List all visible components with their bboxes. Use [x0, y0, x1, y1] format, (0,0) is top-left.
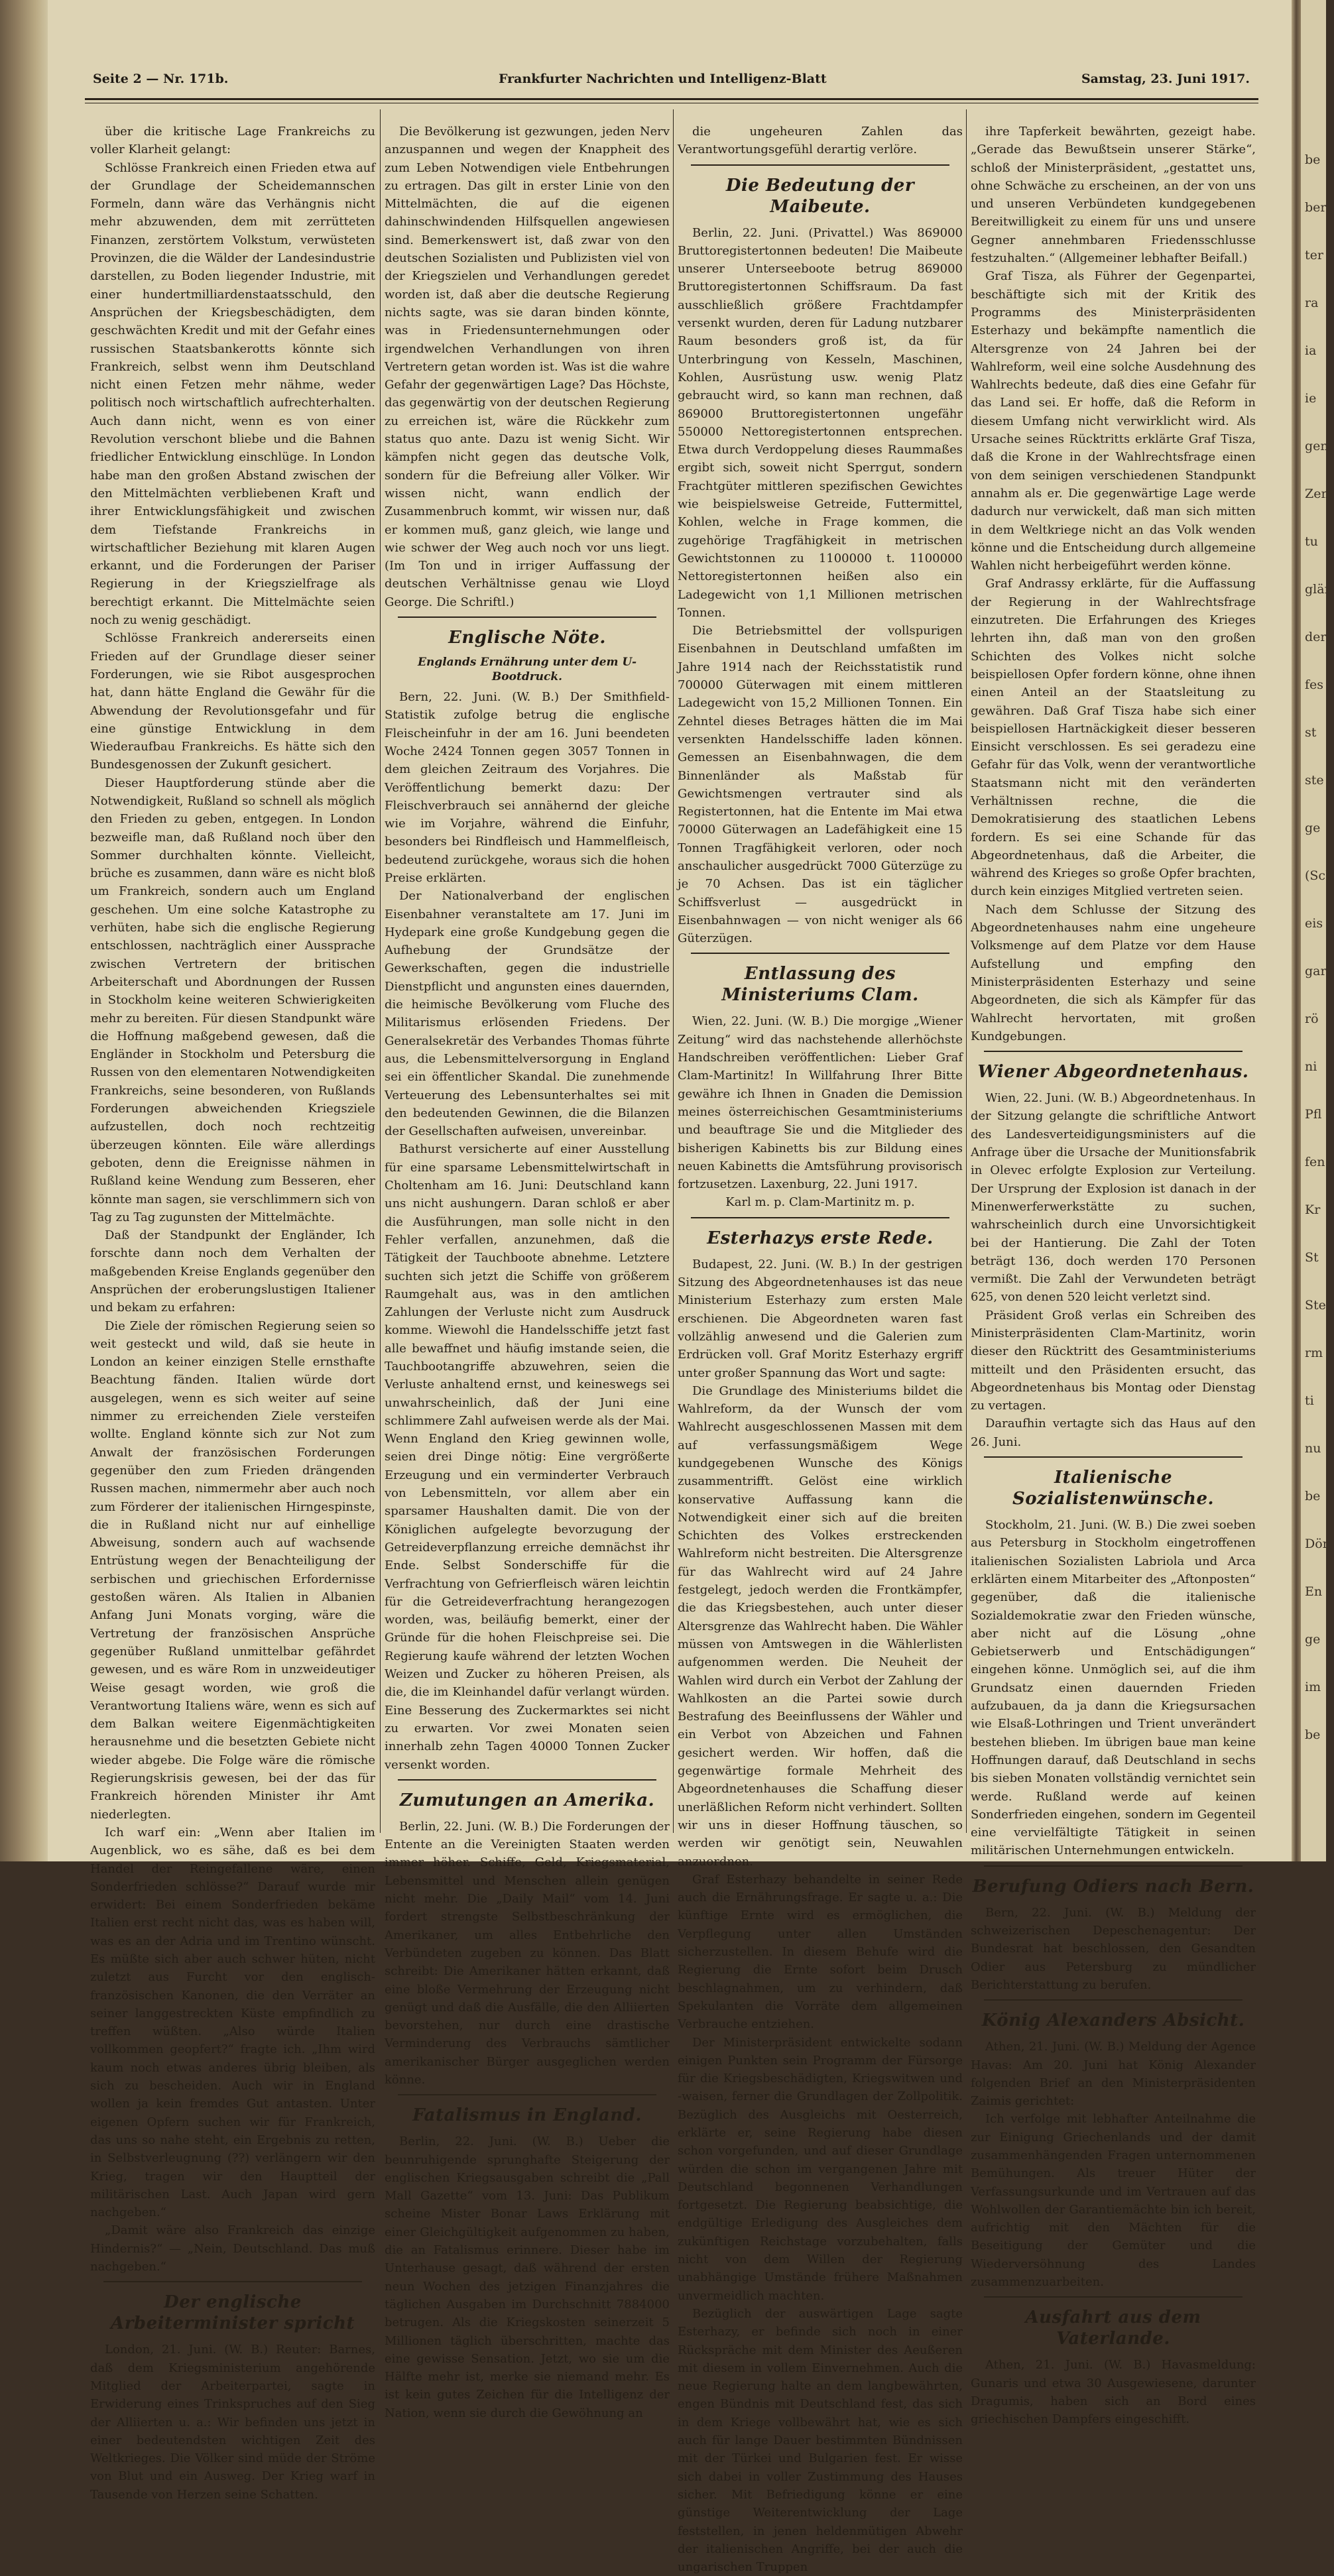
article-separator [103, 2281, 362, 2282]
next-page-text-fragment: Dör [1305, 1537, 1329, 1551]
book-gutter [1292, 0, 1301, 1861]
next-page-text-fragment: Zent [1305, 487, 1334, 501]
article-paragraph: Berlin, 22. Juni. (W. B.) Die Forderungen der Entente an die Vereinigten Staaten werden immer höher. Schiffe, Geld, Kriegsmaterial, Lebensmittel und Menschen allein genügen nicht mehr. Die „Daily Mail“ vom 14. Juni fordert strengste Selbstbeschränkung der Amerikaner, um alles Entbehrliche den Verbündeten zugeben zu können. Das Blatt schreibt: Die Amerikaner hätten erkannt, daß eine bloße Vermehrung der Erzeugung nicht genügt und daß die Ausfälle, die den Alliierten bevorstehen, nur durch eine drastische Verminderung des Verbrauchs sämtlicher amerikanischer Bürger ausgeglichen werden könne. [385, 1819, 670, 2087]
article-headline: Der englische Arbeiterminister spricht [111, 2292, 355, 2334]
article-separator [691, 1217, 949, 1218]
article-paragraph: über die kritische Lage Frankreichs zu voller Klarheit gelangt: [90, 125, 375, 157]
article-paragraph: Wien, 22. Juni. (W. B.) Abgeordnetenhaus. In der Sitzung gelangte die schriftliche Antwort des Landesverteidigungsministers auf die Anfrage über die Ursache der Munitionsfabrik in Olevec erfolgte Explosion zur Verteilung. Der Ursprung der Explosion ist danach in der Minenwerferwerkstätte zu suchen, wahrscheinlich durch eine Unvorsichtigkeit bei der Hantierung. Die Zahl der Toten beträgt 136, doch werden 170 Personen vermißt. Die Zahl der Verwundeten beträgt 625, von denen 520 leicht verletzt sind. [971, 1091, 1256, 1305]
article-paragraph: Bern, 22. Juni. (W. B.) Der Smithfield-Statistik zufolge betrug die englische Fleischeinfuhr in der am 16. Juni beendeten Woche 2424 Tonnen gegen 3057 Tonnen in dem gleichen Zeitraum des Vorjahres. Die Veröffentlichung bemerkt dazu: Der Fleischverbrauch sei annähernd der gleiche wie im Vorjahre, während die Einfuhr, besonders bei Rindfleisch und Hammelfleisch, bedeutend zurückgehe, woraus sich die hohen Preise erklärten. [385, 690, 670, 885]
article-paragraph: Daß der Standpunkt der Engländer, Ich forschte dann noch dem Verhalten der maßgebenden Kreise Englands gegenüber den Ansprüchen der eroberungslustigen Italiener und bekam zu erfahren: [90, 1228, 375, 1315]
next-page-text-fragment: ter [1305, 248, 1323, 263]
article-separator [398, 1779, 656, 1781]
next-page-text-fragment: Kr [1305, 1202, 1321, 1217]
column-2 [385, 123, 670, 2420]
article-paragraph: Bathurst versicherte auf einer Ausstellung für eine sparsame Lebensmittelwirtschaft in Choltenham am 16. Juni: Deutschland kann uns nicht aushungern. Daran schloß er aber die Ausführungen, man solle nicht in den Fehler verfallen, anzunehmen, daß die Tätigkeit der Tauchboote abnehme. Letztere suchten sich jetzt die Schiffe von größerem Raumgehalt aus, was in den amtlichen Zahlungen der Verluste nicht zum Ausdruck komme. Wiewohl die Handelsschiffe jetzt fast alle bewaffnet und häufig imstande seien, die Tauchbootangriffe abzuwehren, seien die Verluste anhaltend ernst, und keineswegs sei unwahrscheinlich, daß der Juni eine schlimmere Zahl aufweisen werde als der Mai. Wenn England den Krieg gewinnen wolle, seien drei Dinge nötig: Eine vergrößerte Erzeugung und ein verminderter Verbrauch von Lebensmitteln, vor allem aber ein sparsamer Haushalten damit. Die von der Königlichen aufgelegte bevorzugung der Getreideverpflanzung erreiche demnächst ihr Ende. Selbst Sonderschiffe für die Verfrachtung von Gefrierfleisch wären leichtin für die Getreideverfrachtung herangezogen worden, was, beiläufig bemerkt, einer der Gründe für die hohen Fleischpreise sei. Die Regierung kaufe während der letzten Wochen Weizen und Zucker zu höheren Preisen, als die, die im Kleinhandel dafür verlangt würden. Eine Besserung des Zuckermarktes sei nicht zu erwarten. Vor zwei Monaten seien innerhalb zehn Tagen 40000 Tonnen Zucker versenkt worden. [385, 1142, 670, 1772]
article-paragraph: die ungeheuren Zahlen das Verantwortungsgefühl derartig verlöre. [678, 125, 963, 157]
article-paragraph: Stockholm, 21. Juni. (W. B.) Die zwei soeben aus Petersburg in Stockholm eingetroffenen italienischen Sozialisten Labriola und Arca erklärten einem Mitarbeiter des „Aftonposten“ gegenüber, daß die italienische Sozialdemokratie zwar den Frieden wünsche, aber nicht auf die Lösung „ohne Gebietserwerb und Entschädigungen“ eingehen könne. Unmöglich sei, auf die ihm Grundsatz einen dauernden Frieden aufzubauen, da ja dann die Kriegsursachen wie Elsaß-Lothringen und Trient unverändert bestehen blieben. Im übrigen baue man keine Hoffnungen darauf, daß Deutschland in sechs bis sieben Monaten vollständig vernichtet sein werde. Rußland werde auf keinen Sonderfrieden eingehen, sondern im Gegenteil eine vervielfältigte Tätigkeit in seinen militärischen Unternehmungen entwickeln. [971, 1518, 1256, 1858]
article-paragraph: Ich warf ein: „Wenn aber Italien im Augenblick, wo es sähe, daß es bei dem Handel der Reingefallene wäre, einen Sonderfrieden schlösse?“ Darauf wurde mir erwidert: Bei einem Sonderfrieden bekäme Italien erst recht nicht das, was es haben will, was es an der Adria und im Trentino wünscht. Es müßte sich aber auch schwer hüten, nicht zuletzt aus Furcht vor den englisch-französischen Kanonen, die den Verräter an seiner langgestreckten Küste empfindlich zu treffen wüßten. „Also würde Italien vollkommen geopfert?“ fragte ich. „Ihm wird kaum noch etwas anderes übrig bleiben, als sich zu bescheiden. Auch wir in England wollen ja kein fremdes Gut antasten. Unter eigenen Opfern suchen wir für Frankreich, das uns so nahe steht, ein Ergebnis zu retten, in Selbstverleugnung (??) verlängern wir den Krieg, tragen wir den Hauptteil der militärischen Last. Auch Japan wird gern nachgeben.“ [90, 1825, 375, 2220]
article-separator [984, 1456, 1243, 1458]
article-separator [691, 164, 949, 166]
article-paragraph: Der Nationalverband der englischen Eisenbahner veranstaltete am 17. Juni im Hydepark eine große Kundgebung gegen die Aufhebung der Grundsätze der Gewerkschaften, gegen die industrielle Dienstpflicht und angunsten eines dauernden, die heimische Bevölkerung vom Fluche des Militarismus erlösenden Friedens. Der Generalsekretär des Verbandes Thomas führte aus, die Lebensmittelversorgung in England sei ein öffentlicher Skandal. Die zunehmende Verteuerung des Lebensunterhaltes sei mit den bedeutenden Gewinnen, die die Bilanzen der Gesellschaften aufweisen, unvereinbar. [385, 889, 670, 1139]
next-page-text-fragment: ti [1305, 1393, 1314, 1408]
next-page-text-fragment: ra [1305, 296, 1319, 310]
article-headline: Berufung Odiers nach Bern. [972, 1876, 1254, 1897]
page-number: Seite 2 — Nr. 171b. [93, 72, 229, 86]
article-paragraph: Berlin, 22. Juni. (W. B.) Ueber die beunruhigende sprunghafte Steigerung der englischen Kriegsausgaben schreibt die „Pall Mall Gazette“ vom 13. Juni: Das Publikum scheine Mister Bonar Laws Erklärung mit einer Gleichgültigkeit aufgenommen zu haben, die an Fatalismus erinnere. Dieser habe im Unterhause gesagt, daß während der ersten neun Wochen des jetzigen Finanzjahres die täglichen Ausgaben im Durchschnitt 7884000 betrugen. Als die Kriegskosten seinerzeit 5 Millionen täglich überschritten, machte das eine gewisse Sensation. Jetzt, wo sie um die Hälfte mehr ist, merke sie niemand mehr. Es ist kein gutes Zeichen für die Intelligenz der Nation, wenn sie durch die Gewöhnung an [385, 2135, 670, 2420]
column-divider [380, 109, 381, 1833]
next-page-text-fragment: Pfl [1305, 1107, 1322, 1122]
article-paragraph: Ich verfolge mit lebhafter Anteilnahme die zur Einigung Griechenlands und der damit zusammenhängenden Fragen unternommenen Bemühungen. Als treuer Hüter der Verfassungsurkunde und im Vertrauen auf das Wohlwollen der Garantiemächte bin ich bereit, aufrichtig mit den Mächten für die Beseitigung der Gemüter und die Wiederversöhnung des Landes zusammenzuarbeiten. [971, 2112, 1256, 2290]
article-paragraph: London, 21. Juni. (W. B.) Reuter: Barnes, daß dem Kriegsministerium angehörende Mitglied der Arbeiterpartei, sagte in Erwiderung eines Trinkspruches auf den Sieg der Alliierten u. a.: Wir befinden uns jetzt in einer bedeutendsten wichtigen Zeit des Weltkrieges. Die Völker sind müde der Ströme von Blut und ein Ausweg. Der Krieg warf in Tausende von Herzen seine Schatten. [90, 2343, 375, 2502]
next-page-text-fragment: Ste [1305, 1298, 1326, 1313]
article-paragraph: Athen, 21. Juni. (W. B.) Havasmeldung: Gunaris und etwa 30 Ausgewiesene, darunter Dragumis, haben sich an Bord eines griechischen Dampfers eingeschifft. [971, 2358, 1256, 2427]
signature-line: Karl m. p. Clam-Martinitz m. p. [725, 1195, 915, 1210]
masthead-title: Frankfurter Nachrichten und Intelligenz-Blatt [499, 72, 827, 86]
next-page-text-fragment: glän [1305, 582, 1333, 597]
article-separator [398, 616, 656, 618]
article-paragraph: Bezüglich der auswärtigen Lage sagte Esterhazy, er befinde sich noch in einer Rückspräche mit dem Minister des Aeußeren mit diesem in vollem Einvernehmen. Auch die neue Regierung halte an dem langbewährten, engen Bündnis mit Deutschland fest, das sich in dem Kriege vollbewährt hat, wie es sich auch für lange Dauer bestimmten Bündnissen mit der Türkei und Bulgarien fest. Er wisse sich dabei in voller Zustimmung des Hauses sicher. Mit Befriedigung könne er eine günstige Weiterentwicklung der Lage feststellen, in jenen heldenmütigen Abwehr der italienischen Angriffe, bei der auch die ungarischen Truppen [678, 2306, 963, 2575]
article-paragraph: Athen, 21. Juni. (W. B.) Meldung der Agence Havas: Am 20. Juni hat König Alexander folgenden Brief an den Ministerpräsidenten Zaimis gerichtet: [971, 2040, 1256, 2109]
article-separator [984, 1999, 1243, 2001]
page-header [93, 72, 1250, 94]
article-paragraph: Bern, 22. Juni. (W. B.) Meldung der schweizerischen Depeschenagentur: Der Bundesrat hat beschlossen, den Gesandten Odier aus Petersburg zu mündlicher Berichterstattung zu berufen. [971, 1905, 1256, 1992]
column-4 [971, 123, 1256, 2427]
next-page-text-fragment: gar [1305, 964, 1327, 978]
next-page-text-fragment: be [1305, 1727, 1321, 1742]
article-headline: Englische Nöte. [448, 628, 606, 648]
next-page-text-fragment: st [1305, 725, 1317, 740]
article-paragraph: ihre Tapferkeit bewährten, gezeigt habe. „Gerade das Bewußtsein unserer Stärke“, schloß der Ministerpräsident, „gestattet uns, ohne Schwäche zu erscheinen, an der von uns und unseren Verbündeten kundgegebenen Bereitwilligkeit zu einem für uns und unsere Gegner annehmbaren Friedensschlusse festzuhalten.“ (Allgemeiner lebhafter Beifall.) [971, 125, 1256, 266]
article-headline: Entlassung des Ministeriums Clam. [721, 964, 919, 1006]
article-headline: Italienische Sozialistenwünsche. [1012, 1468, 1215, 1509]
article-paragraph: Die Ziele der römischen Regierung seien so weit gesteckt und wild, daß sie heute in London an keiner einzigen Stelle ernsthafte Beachtung fänden. Italien würde dort ausgelegen, wenn es sich weiter auf seine nimmer zu erreichenden Ziele versteifen wollte. England könnte sich zur Not zum Anwalt der französischen Forderungen gegenüber den zum Frieden drängenden Russen machen, nimmermehr aber auch noch zum Förderer der italienischen Hirngespinste, die in Rußland nicht nur auf einhellige Abweisung, sondern auch auf wachsende Entrüstung wegen der Benachteiligung der serbischen und griechischen Erfordernisse gestoßen wären. Als Italien in Albanien Anfang Juni Monats vorging, wäre die Vertretung der französischen Ansprüche gegenüber Rußland unmittelbar gefährdet gewesen, und es wäre Rom in unzweideutiger Weise gesagt worden, wie groß die Verantwortung Italiens wäre, wenn es sich auf dem Balkan weitere Eigenmächtigkeiten herausnehme und die besetzten Gebiete nicht wieder abgebe. Die Folge wäre die römische Regierungskrisis gewesen, bei der das für Frankreich hörenden Minister ihr Amt niederlegten. [90, 1318, 375, 1822]
next-page-text-fragment: rm [1305, 1346, 1323, 1360]
article-paragraph: Die Grundlage des Ministeriums bildet die Wahlreform, da der Wunsch der vom Wahlrecht ausgeschlossenen Massen mit dem auf verfassungsmäßigem Wege kundgegebenen Wunsche des Königs zusammentrifft. Gelöst eine wirklich konservative Auffassung kann die Notwendigkeit einer sich auf die breiten Schichten des Volkes erstreckenden Wahlreform nicht bestreiten. Die Altersgrenze für das Wahlrecht wird auf 24 Jahre festgelegt, jedoch werden die Frontkämpfer, die das Kriegsbestehen, auch unter dieser Altersgrenze das Wahlrecht haben. Die Wähler müssen von Amtswegen in die Wählerlisten aufgenommen werden. Die Neuheit der Wahlen wird durch ein Verbot der Zahlung der Wahlkosten an die Partei sowie durch Bestrafung des Beeinflussens der Wähler und ein Verbot von Abzeichen und Fahnen gesichert werden. Wir hoffen, daß die gegenwärtige formale Mehrheit des Abgeordnetenhauses die Schaffung dieser unerläßlichen Reform nicht verhindert. Sollten wir uns in dieser Hoffnung täuschen, so werden wir genötigt sein, Neuwahlen anzuordnen. [678, 1383, 963, 1869]
next-page-text-fragment: fen [1305, 1155, 1325, 1169]
article-paragraph: Nach dem Schlusse der Sitzung des Abgeordnetenhauses nahm eine ungeheure Volksmenge auf dem Platze vor dem Hause Aufstellung und empfing den Ministerpräsidenten Esterhazy und seine Abgeordneten, die sich als Kämpfer für das Wahlrecht hervortaten, mit großen Kundgebungen. [971, 902, 1256, 1043]
column-divider [673, 109, 674, 1833]
article-separator [984, 2296, 1243, 2298]
next-page-edge [1301, 0, 1334, 1861]
article-separator [398, 2094, 656, 2095]
article-paragraph: Die Betriebsmittel der vollspurigen Eisenbahnen in Deutschland umfaßten im Jahre 1914 nach der Reichsstatistik rund 700000 Güterwagen mit einem mittleren Ladegewicht von 15,2 Millionen Tonnen. Ein Zehntel dieses Betrages hätten die im Mai versenkten Handelsschiffe laden können. Gemessen an Eisenbahnwagen, die dem Binnenländer als Maßstab für Gewichtsmengen vertrauter sind als Registertonnen, hat die Entente im Mai etwa 70000 Güterwagen an Ladefähigkeit eine 15 Tonnen Tragfähigkeit verloren, oder noch anschaulicher ausgedrückt 7000 Güterzüge zu je 70 Achsen. Das ist ein täglicher Schiffsverlust — ausgedrückt in Eisenbahnwagen — von nicht weniger als 66 Güterzügen. [678, 624, 963, 946]
next-page-text-fragment: ge [1305, 1632, 1321, 1647]
next-page-text-fragment: St [1305, 1250, 1319, 1265]
next-page-text-fragment: nu [1305, 1441, 1321, 1456]
article-paragraph: Graf Esterhazy behandelte in seiner Rede auch die Ernährungsfrage. Er sagte u. a.: Die künftige Ernte wird es ermöglichen, die Verpflegung unter allen Umständen sicherzustellen. In diesem Behufe wird die Regierung die Ernte sofort beim Drusch beschlagnahmen, um zu verhindern, daß Spekulanten die Vorräte dem allgemeinen Verbrauche entziehen. [678, 1872, 963, 2032]
next-page-text-fragment: fes [1305, 677, 1324, 692]
article-headline: Esterhazys erste Rede. [707, 1228, 934, 1248]
next-page-text-fragment: (Sch [1305, 868, 1334, 883]
article-subheadline: Englands Ernährung unter dem U-Bootdruck. [418, 656, 637, 684]
article-paragraph: Daraufhin vertagte sich das Haus auf den 26. Juni. [971, 1417, 1256, 1449]
article-paragraph: Graf Tisza, als Führer der Gegenpartei, beschäftigte sich mit der Kritik des Programms des Ministerpräsidenten Esterhazy und bekämpfte namentlich die Altersgrenze von 24 Jahren bei der Wahlreform, weil eine solche Ausdehnung des Wahlrechts bedeute, daß dies eine Gefahr für das Land sei. Er hoffe, daß die Reform in diesem Umfang nicht verwirklicht wird. Als Ursache seines Rücktritts erklärte Graf Tisza, daß die Krone in der Wahlrechtsfrage einen von dem seinigen verschiedenen Standpunkt annahm als er. Die gegenwärtige Lage werde dadurch nur verwickelt, daß man sich mitten in dem Weltkriege nicht an das Volk wenden könne und die Entscheidung durch allgemeine Wahlen nicht herbeigeführt werden könne. [971, 269, 1256, 573]
article-paragraph: „Damit wäre also Frankreich das einzige Hindernis?“ — „Nein, Deutschland. Das muß nachgeben.“ [90, 2223, 375, 2274]
article-separator [691, 953, 949, 954]
column-3 [678, 123, 963, 2575]
article-headline: König Alexanders Absicht. [981, 2011, 1245, 2031]
article-headline: Zumutungen an Amerika. [399, 1790, 655, 1810]
next-page-text-fragment: ni [1305, 1059, 1317, 1074]
article-paragraph: Graf Andrassy erklärte, für die Auffassung der Regierung in der Wahlrechtsfrage einzutreten. Die Erfahrungen des Krieges lehrten ihn, daß man von den großen Schichten des Volkes nicht solche beispiellosen Opfer fordern könne, ohne ihnen einen Anteil an der Staatsleitung zu gewähren. Daß Graf Tisza habe sich einer beispiellosen Hartnäckigkeit dieser besseren Einsicht verschlossen. Es sei geradezu eine Gefahr für das Volk, wenn der verantwortliche Staatsmann nicht mit den veränderten Verhältnissen rechne, die die Demokratisierung des staatlichen Lebens fordern. Es sei eine Schande für das Abgeordnetenhaus, daß die Arbeiter, die während des Krieges so große Opfer brachten, durch kein einziges Mitglied vertreten seien. [971, 577, 1256, 899]
next-page-text-fragment: ber [1305, 200, 1327, 215]
article-paragraph: Der Ministerpräsident entwickelte sodann einigen Punkten sein Programm der Fürsorge für die Kriegsbeschädigten, Kriegswitwen und -waisen, ferner die Grundlagen der Zollpolitik. Bezüglich des Ausgleichs mit Oesterreich, erklärte er, seine Regierung habe diesen schon vorgefunden, und auf dieser Grundlage würden die schon im vergangenen Jahre mit Deutschland begonnenen Verhandlungen fortgesetzt. Die Regierung beabsichtige, die endgültige Erledigung des Ausgleiches dem zukünftigen Reichstage vorzubehalten, falls nicht von dem Willen der Regierung unabhängige Umstände frühere Maßnahmen unvermeidlich machten. [678, 2035, 963, 2303]
article-headline: Ausfahrt aus dem Vaterlande. [1025, 2308, 1201, 2349]
next-page-text-fragment: der [1305, 630, 1327, 644]
next-page-text-fragment: im [1305, 1680, 1321, 1694]
next-page-text-fragment: eis [1305, 916, 1323, 931]
article-headline: Wiener Abgeordnetenhaus. [977, 1062, 1249, 1083]
issue-date: Samstag, 23. Juni 1917. [1081, 72, 1250, 86]
article-separator [984, 1865, 1243, 1867]
article-paragraph: Präsident Groß verlas ein Schreiben des Ministerpräsidenten Clam-Martinitz, worin dieser den Rücktritt des Gesamtministeriums mitteilt und den Präsidenten ersucht, das Abgeordnetenhaus bis Montag oder Dienstag zu vertagen. [971, 1308, 1256, 1413]
article-paragraph: Berlin, 22. Juni. (Privattel.) Was 869000 Bruttoregistertonnen bedeuten! Die Maibeute unserer Unterseeboote betrug 869000 Bruttoregistertonnen Schiffsraum. Da fast ausschließlich größere Frachtdampfer versenkt wurden, deren für Ladung nutzbarer Raum besonders groß ist, da für Unterbringung von Kesseln, Maschinen, Kohlen, Ausrüstung usw. wenig Platz gebraucht wird, so kann man rechnen, daß 869000 Bruttoregistertonnen ungefähr 550000 Nettoregistertonnen entsprechen. Etwa durch Verdoppelung dieses Raummaßes ergibt sich, soweit nicht Sperrgut, sondern Frachtgüter mittleren spezifischen Gewichtes wie beispielsweise Getreide, Futtermittel, Kohlen, welche in Frage kommen, die zugehörige Tragfähigkeit in metrischen Gewichtstonnen zu 1100000 t. 1100000 Nettoregistertonnen heißen also ein Ladegewicht von 1,1 Millionen metrischen Tonnen. [678, 225, 963, 620]
article-paragraph: Die Bevölkerung ist gezwungen, jeden Nerv anzuspannen und wegen der Knappheit des zum Leben Notwendigen viele Entbehrungen zu ertragen. Das gilt in erster Linie von den Mittelmächten, die auf die eigenen dahinschwindenden Hilfsquellen angewiesen sind. Bemerkenswert ist, daß zwar von den deutschen Sozialisten und Publizisten viel von der Kriegszielen und Verhandlungen geredet worden ist, daß aber die deutsche Regierung nichts sagte, was sie daran binden könnte, was in Friedensunternehmungen oder irgendwelchen Verhandlungen von ihren Vertretern getan worden ist. Was ist die wahre Gefahr der gegenwärtigen Lage? Das Höchste, das gegenwärtig von der deutschen Regierung zu erreichen ist, wäre die Rückkehr zum status quo ante. Dazu ist wenig Sicht. Wir kämpfen nicht gegen das deutsche Volk, sondern für die Befreiung aller Völker. Wir wissen nicht, wann endlich der Zusammenbruch kommt, wir wissen nur, daß er kommen muß, ganz gleich, wie lange und wie schwer der Weg auch noch vor uns liegt. (Im Ton und in irriger Auffassung der deutschen Verhältnisse genau wie Lloyd George. Die Schriftl.) [385, 125, 670, 609]
next-page-text-fragment: En [1305, 1584, 1323, 1599]
article-paragraph: Dieser Hauptforderung stünde aber die Notwendigkeit, Rußland so schnell als möglich den Frieden zu geben, entgegen. In London bezweifle man, daß Rußland noch über den Sommer durchhalten könnte. Vielleicht, brüche es zusammen, dann wäre es nicht bloß um Frankreich, sondern auch um England geschehen. Um eine solche Katastrophe zu verhüten, habe sich die englische Regierung entschlossen, nachträglich einer Aussprache zwischen Vertretern der britischen Arbeiterschaft und Abordnungen der Russen in Stockholm keine weiteren Schwierigkeiten mehr zu bereiten. Für diesen Standpunkt wäre die Hoffnung maßgebend gewesen, daß die Engländer in Stockholm und Petersburg die Russen von den elementaren Notwendigkeiten Frankreichs, seine besonderen, von Rußlands Forderungen abweichenden Kriegsziele aufzustellen, doch noch rechtzeitig überzeugen könnten. Eile wäre allerdings geboten, denn die Ereignisse nähmen in Rußland keine Wendung zum Besseren, eher könnte man sagen, sie verschlimmern sich von Tag zu Tag zugunsten der Mittelmächte. [90, 776, 375, 1224]
previous-page-edge [0, 0, 48, 1861]
next-page-text-fragment: ge [1305, 821, 1321, 835]
next-page-text-fragment: ia [1305, 343, 1317, 358]
article-headline: Die Bedeutung der Maibeute. [725, 175, 915, 217]
next-page-text-fragment: be [1305, 152, 1321, 167]
next-page-text-fragment: ste [1305, 773, 1324, 788]
next-page-text-fragment: gen [1305, 439, 1329, 453]
article-paragraph: Budapest, 22. Juni. (W. B.) In der gestrigen Sitzung des Abgeordnetenhauses ist das neue Ministerium Esterhazy zum ersten Male erschienen. Die Abgeordneten waren fast vollzählig anwesend und die Galerien zum Erdrücken voll. Graf Moritz Esterhazy ergriff unter großer Spannung das Wort und sagte: [678, 1257, 963, 1380]
article-paragraph: Wien, 22. Juni. (W. B.) Die morgige „Wiener Zeitung“ wird das nachstehende allerhöchste Handschreiben veröffentlichen: Lieber Graf Clam-Martinitz! In Willfahrung Ihrer Bitte gewähre ich Ihnen in Gnaden die Demission meines österreichischen Gesamtministeriums und beauftrage Sie und die Mitglieder des bisherigen Kabinetts bis zur Bildung eines neuen Kabinetts die Amtsführung provisorisch fortzusetzen. Laxenburg, 22. Juni 1917. [678, 1014, 963, 1192]
header-rule [85, 98, 1258, 100]
next-page-text-fragment: rö [1305, 1012, 1319, 1026]
next-page-text-fragment: tu [1305, 534, 1318, 549]
column-1 [90, 123, 375, 2502]
column-divider [966, 109, 967, 1833]
article-headline: Fatalismus in England. [412, 2105, 642, 2126]
next-page-text-fragment: ie [1305, 391, 1317, 406]
article-paragraph: Schlösse Frankreich andererseits einen Frieden auf der Grundlage dieser seiner Forderungen, wie sie Ribot ausgesprochen hat, dann hätte England die Gewähr für die Abwendung der Revolutionsgefahr und für eine günstige Entwicklung in dem Wiederaufbau Frankreichs. Es hätte sich den Bundesgenossen der Zukunft gesichert. [90, 631, 375, 772]
next-page-text-fragment: be [1305, 1489, 1321, 1503]
article-separator [984, 1051, 1243, 1052]
article-paragraph: Schlösse Frankreich einen Frieden etwa auf der Grundlage der Scheidemannschen Formeln, dann wäre das Verhängnis nicht mehr abzuwenden, dem mit zerrütteten Finanzen, zerstörtem Volkstum, verwüsteten Provinzen, die die Wälder der Landesindustrie darstellen, zu Boden liegender Industrie, mit einer hundertmilliardenstaatsschuld, den Ansprüchen der Kriegsbeschädigten, dem geschwächten Kredit und mit der Gefahr eines russischen Staatsbankerotts könnte sich Frankreich, selbst wenn ihm Deutschland nicht einen Fetzen mehr nähme, weder politisch noch wirtschaftlich aufrechterhalten. Auch dann nicht, wenn es von einer Revolution verschont bliebe und die Bahnen friedlicher Entwicklung einschlüge. In London habe man den großen Abstand zwischen der den Mittelmächten verbliebenen Kraft und ihrer Entwicklungsfähigkeit und zwischen dem Tiefstande Frankreichs in wirtschaftlicher Beziehung mit klaren Augen erkannt, und die Forderungen der Pariser Regierung in der Kriegszielfrage als berechtigt erkannt. Die Mittelmächte seien noch zu wenig geschädigt. [90, 160, 375, 628]
